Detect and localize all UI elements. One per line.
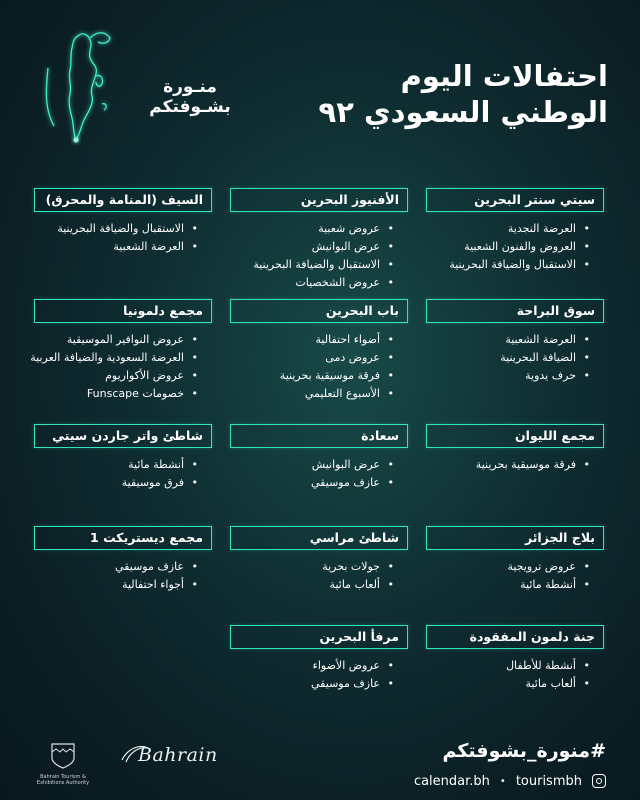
venue-activity: • عروض دمى xyxy=(230,349,394,367)
footer-contacts xyxy=(414,771,606,791)
venue-card-bab-al-bahrain xyxy=(230,299,408,403)
venue-activity: • ألعاب مائية xyxy=(230,576,394,594)
venue-title: شاطئ مراسي xyxy=(230,526,408,550)
venue-activity: • جولات بحرية xyxy=(230,558,394,576)
bahrain-brand-logo xyxy=(124,744,218,766)
venue-activity: • ألعاب مائية xyxy=(426,675,590,693)
page-title xyxy=(319,58,608,131)
venue-card-liwan-mall xyxy=(426,424,604,474)
venue-activity: • الاستقبال والضيافة البحرينية xyxy=(34,220,198,238)
venue-activity: • عرض البوانيش xyxy=(230,456,394,474)
venue-activity: • فرقة موسيقية بحرينية xyxy=(230,367,394,385)
venue-activity: • أضواء احتفالية xyxy=(230,331,394,349)
website-link[interactable]: calendar.bh xyxy=(413,773,490,789)
venue-activity: • الضيافة البحرينية xyxy=(426,349,590,367)
venue-title: شاطئ واتر جاردن سيتي xyxy=(34,424,212,448)
venue-activity: • عروض الشخصيات xyxy=(230,274,394,292)
bahrain-logo-text: Bahrain xyxy=(138,744,218,766)
venue-activity-list xyxy=(34,220,212,256)
venue-activity: • عروض ترويجية xyxy=(426,558,590,576)
bahrain-swirl-icon xyxy=(118,738,154,768)
venue-title: مجمع دلمونيا xyxy=(34,299,212,323)
venue-activity-list xyxy=(34,456,212,492)
venue-card-marassi-beach xyxy=(230,526,408,594)
venue-activity: • الاستقبال والضيافة البحرينية xyxy=(230,256,394,274)
venue-activity: • عازف موسيقي xyxy=(230,675,394,693)
venue-card-district-1 xyxy=(34,526,212,594)
brand-line-1: منـورة xyxy=(163,77,217,97)
venue-activity: • حرف يدوية xyxy=(426,367,590,385)
venue-activity-list xyxy=(30,331,212,403)
venue-card-seef xyxy=(34,188,212,256)
venue-title: بلاج الجزائر xyxy=(426,526,604,550)
venue-activity: • العرضة السعودية والضيافة العربية xyxy=(34,349,198,367)
campaign-hashtag[interactable]: #منورة_بشوفتكم xyxy=(442,740,606,762)
venue-activity: • العروض والفنون الشعبية xyxy=(426,238,590,256)
venue-activity-list xyxy=(426,331,604,385)
venue-activity: • عروض الأضواء xyxy=(230,657,394,675)
venue-activity-list xyxy=(34,558,212,594)
venue-activity: • فرقة موسيقية بحرينية xyxy=(426,456,590,474)
venue-activity: • عازف موسيقي xyxy=(34,558,198,576)
venue-title: السيف (المنامة والمحرق) xyxy=(34,188,212,212)
separator-dot: • xyxy=(499,775,506,787)
venue-activity: • الأسبوع التعليمي xyxy=(230,385,394,403)
venue-card-baraha-market xyxy=(426,299,604,385)
venue-card-saada xyxy=(230,424,408,492)
instagram-handle[interactable]: tourismbh xyxy=(515,773,582,789)
authority-caption: Bahrain Tourism & Exhibitions Authority xyxy=(36,774,90,786)
venue-card-avenues xyxy=(230,188,408,292)
venue-card-jazayer-beach xyxy=(426,526,604,594)
venue-activity-list xyxy=(230,456,408,492)
title-line-2: الوطني السعودي ٩٢ xyxy=(318,95,608,130)
venue-card-bahrain-harbour xyxy=(230,625,408,693)
venue-activity: • خصومات Funscape xyxy=(34,385,198,403)
venue-title: مجمع ديستريكت 1 xyxy=(34,526,212,550)
venue-title: جنة دلمون المفقودة xyxy=(426,625,604,649)
title-line-1: احتفالات اليوم xyxy=(400,59,608,93)
authority-emblem-icon xyxy=(46,740,80,770)
venue-activity: • العرضة الشعبية xyxy=(426,331,590,349)
venue-title: سوق البراحة xyxy=(426,299,604,323)
venue-activity: • الاستقبال والضيافة البحرينية xyxy=(426,256,590,274)
venue-activity-list xyxy=(230,657,408,693)
venue-activity: • العرضة الشعبية xyxy=(34,238,198,256)
venue-activity-list xyxy=(426,558,604,594)
venue-activity-list xyxy=(426,657,604,693)
venue-activity: • أنشطة مائية xyxy=(34,456,198,474)
venue-card-water-garden-city xyxy=(34,424,212,492)
venue-activity: • أنشطة للأطفال xyxy=(426,657,590,675)
instagram-icon[interactable] xyxy=(592,774,606,788)
venue-activity: • عروض النوافير الموسيقية xyxy=(34,331,198,349)
venue-title: سعادة xyxy=(230,424,408,448)
venue-title: مرفأ البحرين xyxy=(230,625,408,649)
venue-activity: • عرض البوانيش xyxy=(230,238,394,256)
venue-title: سيتي سنتر البحرين xyxy=(426,188,604,212)
brand-line-2: بشـوفتكم xyxy=(149,96,231,117)
venue-activity: • العرضة النجدية xyxy=(426,220,590,238)
venue-activity-list xyxy=(426,456,604,474)
venue-activity: • عروض شعبية xyxy=(230,220,394,238)
bahrain-map-illustration xyxy=(18,8,138,158)
venue-activity: • أجواء احتفالية xyxy=(34,576,198,594)
venue-title: الأفنيوز البحرين xyxy=(230,188,408,212)
venue-activity-list xyxy=(426,220,604,274)
campaign-brand xyxy=(140,78,240,117)
venue-activity-list xyxy=(230,558,408,594)
venue-activity-list xyxy=(230,331,408,403)
venue-card-city-centre xyxy=(426,188,604,274)
tourism-authority-logo xyxy=(28,740,98,786)
venue-card-lost-paradise xyxy=(426,625,604,693)
venue-card-dilmunia-mall xyxy=(30,299,212,403)
venue-activity: • فرق موسيقية xyxy=(34,474,198,492)
venue-activity: • عروض الأكواريوم xyxy=(34,367,198,385)
venue-activity: • أنشطة مائية xyxy=(426,576,590,594)
venue-title: باب البحرين xyxy=(230,299,408,323)
venue-activity: • عازف موسيقي xyxy=(230,474,394,492)
venue-title: مجمع الليوان xyxy=(426,424,604,448)
venue-activity-list xyxy=(230,220,408,292)
